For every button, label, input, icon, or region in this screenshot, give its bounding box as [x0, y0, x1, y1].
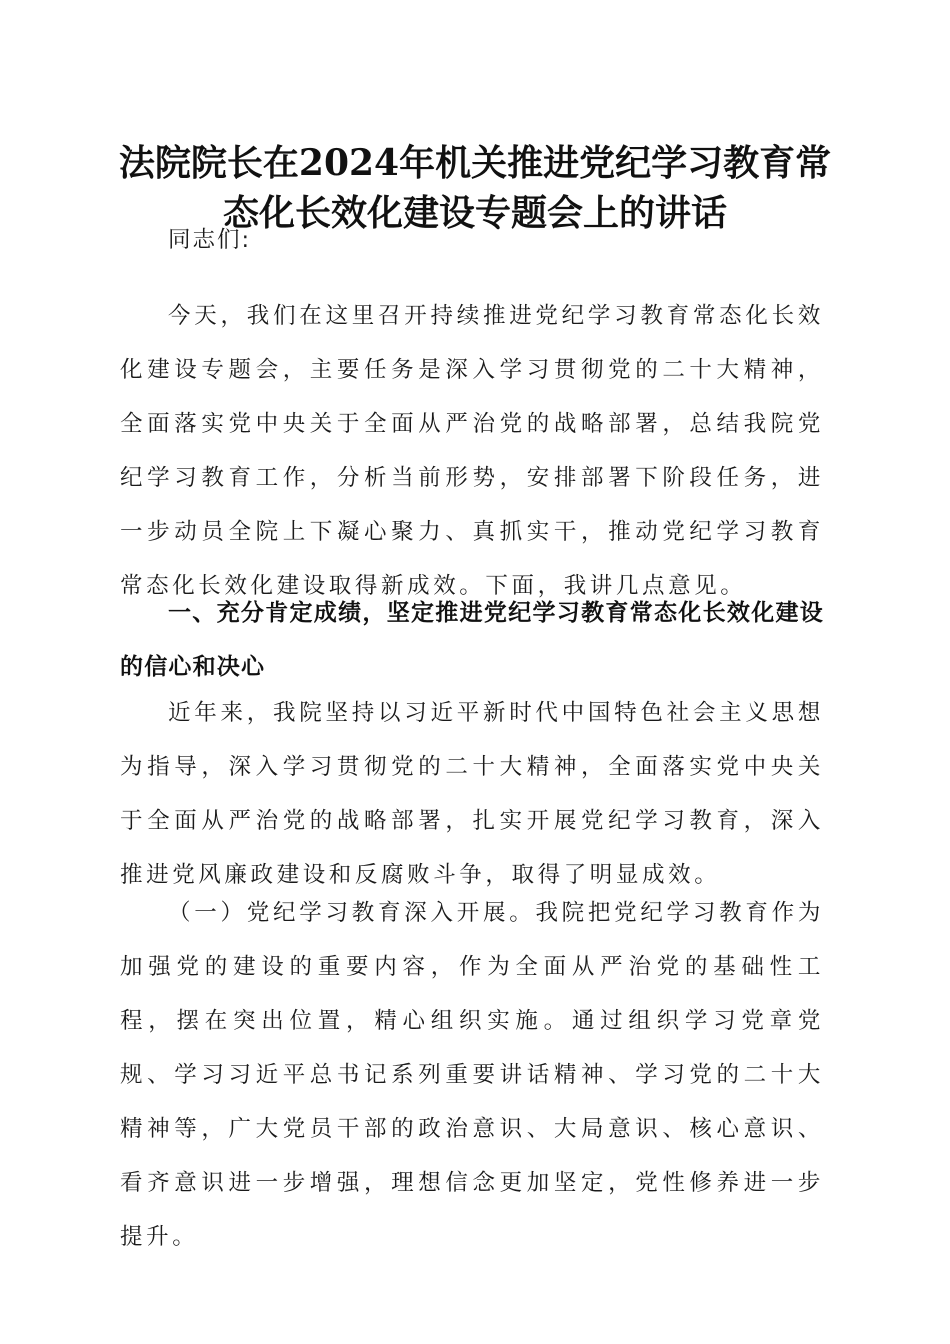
- subsection-1-paragraph: [120, 886, 824, 1264]
- section-1-paragraph: 近年来，我院坚持以习近平新时代中国特色社会主义思想为指导，深入学习贯彻党的二十大精神，全面落实党中央关于全面从严治党的战略部署，扎实开展党纪学习教育，深入推进党风廉政建设和反腐败斗争，取得了明显成效。: [120, 700, 824, 888]
- section-heading-1: 一、充分肯定成绩，坚定推进党纪学习教育常态化长效化建设的信心和决心: [120, 600, 824, 680]
- title-line-1: 法院院长在2024年机关推进党纪学习教育常: [118, 142, 832, 184]
- salutation: 同志们:: [168, 227, 252, 253]
- intro-paragraph: 今天，我们在这里召开持续推进党纪学习教育常态化长效化建设专题会，主要任务是深入学习贯彻党的二十大精神，全面落实党中央关于全面从严治党的战略部署，总结我院党纪学习教育工作，分析当前形势，安排部署下阶段任务，进一步动员全院上下凝心聚力、真抓实干，推动党纪学习教育常态化长效化建设取得新成效。下面，我讲几点意见。: [120, 303, 824, 599]
- title-line-2: 态化长效化建设专题会上的讲话: [222, 192, 727, 234]
- subsection-1-body: 我院把党纪学习教育作为加强党的建设的重要内容，作为全面从严治党的基础性工程，摆在突出位置，精心组织实施。通过组织学习党章党规、学习习近平总书记系列重要讲话精神、学习党的二十大精神等，广大党员干部的政治意识、大局意识、核心意识、看齐意识进一步增强，理想信念更加坚定，党性修养进一步提升。: [120, 900, 824, 1250]
- subsection-1-lead: （一）党纪学习教育深入开展。: [168, 900, 536, 926]
